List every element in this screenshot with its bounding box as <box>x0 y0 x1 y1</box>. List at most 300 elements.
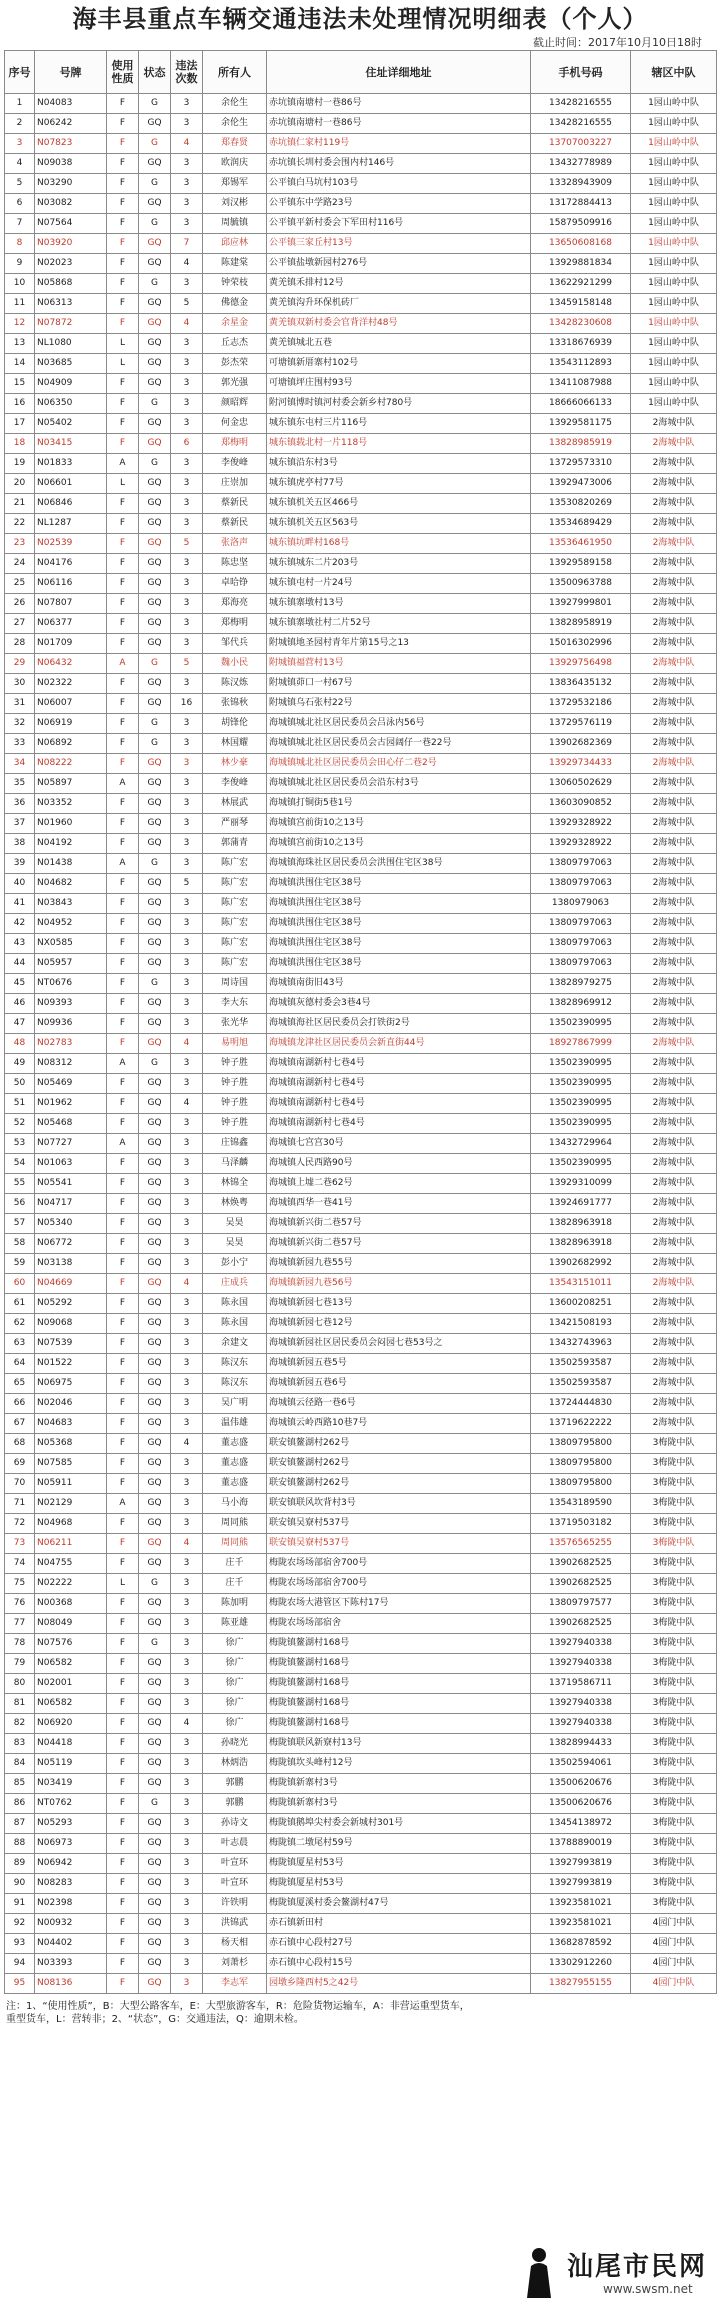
table-row <box>5 714 717 734</box>
cell-owner: 徐广 <box>203 1654 267 1674</box>
cell-phone: 15016302996 <box>531 634 631 654</box>
cell-owner: 郑梅明 <box>203 614 267 634</box>
cell-owner: 蔡新民 <box>203 494 267 514</box>
cell-usage: F <box>107 794 139 814</box>
cell-plate: N00368 <box>35 1594 107 1614</box>
cell-index: 81 <box>5 1694 35 1714</box>
cell-address: 公平镇白马坑村103号 <box>267 174 531 194</box>
cell-owner: 彭小宁 <box>203 1254 267 1274</box>
cell-count: 5 <box>171 534 203 554</box>
table-row <box>5 374 717 394</box>
cell-owner: 洪锦武 <box>203 1914 267 1934</box>
cell-index: 55 <box>5 1174 35 1194</box>
cell-plate: N05911 <box>35 1474 107 1494</box>
cell-index: 14 <box>5 354 35 374</box>
cell-owner: 钟子胜 <box>203 1114 267 1134</box>
header-usage: 使用性质 <box>107 51 139 94</box>
cell-plate: N06892 <box>35 734 107 754</box>
cell-owner: 李俊峰 <box>203 454 267 474</box>
cell-address: 海城镇洪围住宅区38号 <box>267 894 531 914</box>
cell-owner: 郭鹏 <box>203 1774 267 1794</box>
cell-plate: N04909 <box>35 374 107 394</box>
cell-address: 海城镇宫前街10之13号 <box>267 814 531 834</box>
header-address: 住址详细地址 <box>267 51 531 94</box>
cell-phone: 13828969912 <box>531 994 631 1014</box>
cell-count: 3 <box>171 1654 203 1674</box>
cell-usage: F <box>107 1514 139 1534</box>
cell-address: 城东镇城东二片203号 <box>267 554 531 574</box>
table-row <box>5 594 717 614</box>
cell-usage: F <box>107 1834 139 1854</box>
cell-count: 3 <box>171 1874 203 1894</box>
cell-owner: 李俊峰 <box>203 774 267 794</box>
cell-phone: 13809795800 <box>531 1454 631 1474</box>
cell-owner: 何金忠 <box>203 414 267 434</box>
cell-plate: N05402 <box>35 414 107 434</box>
cell-index: 46 <box>5 994 35 1014</box>
cell-plate: N03352 <box>35 794 107 814</box>
cell-count: 3 <box>171 1934 203 1954</box>
cell-plate: N05868 <box>35 274 107 294</box>
cell-phone: 13502594061 <box>531 1754 631 1774</box>
header-index: 序号 <box>5 51 35 94</box>
cell-plate: N01063 <box>35 1154 107 1174</box>
cell-count: 3 <box>171 394 203 414</box>
cell-address: 海城镇洪围住宅区38号 <box>267 934 531 954</box>
cell-count: 3 <box>171 854 203 874</box>
cell-index: 80 <box>5 1674 35 1694</box>
cell-usage: F <box>107 174 139 194</box>
cell-owner: 余星金 <box>203 314 267 334</box>
cell-address: 赤坑镇仁家村119号 <box>267 134 531 154</box>
cell-status: GQ <box>139 1374 171 1394</box>
cell-owner: 丘志杰 <box>203 334 267 354</box>
cell-status: GQ <box>139 1934 171 1954</box>
cell-index: 19 <box>5 454 35 474</box>
cell-plate: N04192 <box>35 834 107 854</box>
cell-phone: 13622921299 <box>531 274 631 294</box>
cell-address: 联安镇鳌湖村262号 <box>267 1434 531 1454</box>
cell-phone: 13060502629 <box>531 774 631 794</box>
cell-squad: 2海城中队 <box>631 1374 717 1394</box>
cell-squad: 3梅陇中队 <box>631 1754 717 1774</box>
cell-status: G <box>139 214 171 234</box>
cell-usage: F <box>107 1094 139 1114</box>
cell-plate: N02222 <box>35 1574 107 1594</box>
cell-address: 海城镇南湖新村七巷4号 <box>267 1094 531 1114</box>
cell-plate: N06242 <box>35 114 107 134</box>
cell-squad: 2海城中队 <box>631 1134 717 1154</box>
cell-phone: 13428216555 <box>531 114 631 134</box>
cell-owner: 陈广宏 <box>203 934 267 954</box>
cell-phone: 13543151011 <box>531 1274 631 1294</box>
cell-status: GQ <box>139 1074 171 1094</box>
cell-address: 联安镇吴寮村537号 <box>267 1534 531 1554</box>
cell-plate: N04083 <box>35 94 107 114</box>
cell-owner: 孙诗文 <box>203 1814 267 1834</box>
cell-phone: 13502390995 <box>531 1114 631 1134</box>
cell-count: 3 <box>171 1514 203 1534</box>
table-row <box>5 434 717 454</box>
cell-phone: 13828994433 <box>531 1734 631 1754</box>
cell-count: 4 <box>171 1434 203 1454</box>
cell-squad: 2海城中队 <box>631 654 717 674</box>
cell-status: G <box>139 174 171 194</box>
cell-squad: 4园门中队 <box>631 1914 717 1934</box>
table-row <box>5 1034 717 1054</box>
cell-status: GQ <box>139 1774 171 1794</box>
cell-count: 3 <box>171 1674 203 1694</box>
cell-phone: 13927940338 <box>531 1634 631 1654</box>
cell-plate: N02046 <box>35 1394 107 1414</box>
cell-count: 3 <box>171 1194 203 1214</box>
cell-count: 3 <box>171 1114 203 1134</box>
cell-index: 73 <box>5 1534 35 1554</box>
header-squad: 辖区中队 <box>631 51 717 94</box>
cell-address: 海城镇新兴街二巷57号 <box>267 1214 531 1234</box>
cell-address: 梅陇镇鳌湖村168号 <box>267 1714 531 1734</box>
cell-count: 3 <box>171 1554 203 1574</box>
cell-plate: N04683 <box>35 1414 107 1434</box>
cell-index: 45 <box>5 974 35 994</box>
cell-index: 37 <box>5 814 35 834</box>
cell-plate: N06919 <box>35 714 107 734</box>
cell-status: GQ <box>139 1534 171 1554</box>
table-row <box>5 1694 717 1714</box>
cell-plate: N07823 <box>35 134 107 154</box>
cell-count: 4 <box>171 254 203 274</box>
cell-plate: N03393 <box>35 1954 107 1974</box>
cell-owner: 温伟雄 <box>203 1414 267 1434</box>
cell-index: 40 <box>5 874 35 894</box>
cell-status: GQ <box>139 1434 171 1454</box>
table-row <box>5 634 717 654</box>
cell-phone: 13576565255 <box>531 1534 631 1554</box>
cell-phone: 13828963918 <box>531 1214 631 1234</box>
table-row <box>5 1194 717 1214</box>
table-row <box>5 1794 717 1814</box>
cell-index: 67 <box>5 1414 35 1434</box>
cell-status: GQ <box>139 1554 171 1574</box>
cell-count: 3 <box>171 754 203 774</box>
cell-index: 11 <box>5 294 35 314</box>
cell-status: GQ <box>139 154 171 174</box>
cell-status: GQ <box>139 814 171 834</box>
cell-address: 园墩乡隆西村5之42号 <box>267 1974 531 1994</box>
cell-address: 黄羌镇禾排村12号 <box>267 274 531 294</box>
cell-squad: 2海城中队 <box>631 754 717 774</box>
cell-usage: F <box>107 1074 139 1094</box>
cell-count: 3 <box>171 774 203 794</box>
cell-index: 82 <box>5 1714 35 1734</box>
cell-squad: 3梅陇中队 <box>631 1634 717 1654</box>
cell-squad: 3梅陇中队 <box>631 1834 717 1854</box>
cell-phone: 18927867999 <box>531 1034 631 1054</box>
cell-usage: F <box>107 1274 139 1294</box>
cell-usage: F <box>107 1194 139 1214</box>
cell-status: GQ <box>139 554 171 574</box>
cell-squad: 2海城中队 <box>631 1054 717 1074</box>
cell-owner: 郑锡军 <box>203 174 267 194</box>
cell-usage: F <box>107 874 139 894</box>
cell-address: 海城镇西华一巷41号 <box>267 1194 531 1214</box>
cell-count: 3 <box>171 214 203 234</box>
table-row <box>5 1274 717 1294</box>
cell-status: GQ <box>139 1694 171 1714</box>
table-row <box>5 854 717 874</box>
cell-address: 附城镇乌石张村22号 <box>267 694 531 714</box>
table-row <box>5 734 717 754</box>
table-row <box>5 574 717 594</box>
table-row <box>5 1354 717 1374</box>
cell-index: 60 <box>5 1274 35 1294</box>
cell-usage: F <box>107 1214 139 1234</box>
cell-usage: F <box>107 1034 139 1054</box>
cell-count: 3 <box>171 94 203 114</box>
cell-squad: 2海城中队 <box>631 414 717 434</box>
table-row <box>5 894 717 914</box>
cell-owner: 马小海 <box>203 1494 267 1514</box>
cell-phone: 13809797063 <box>531 854 631 874</box>
cell-plate: N08222 <box>35 754 107 774</box>
cell-status: GQ <box>139 794 171 814</box>
cell-usage: F <box>107 974 139 994</box>
site-watermark <box>517 2242 712 2304</box>
cell-count: 3 <box>171 1914 203 1934</box>
cell-owner: 钟子胜 <box>203 1074 267 1094</box>
table-row <box>5 534 717 554</box>
cell-count: 3 <box>171 1494 203 1514</box>
cell-phone: 13828963918 <box>531 1234 631 1254</box>
table-row <box>5 1334 717 1354</box>
cell-owner: 周毓镇 <box>203 214 267 234</box>
cell-index: 6 <box>5 194 35 214</box>
cell-usage: F <box>107 1714 139 1734</box>
cell-count: 3 <box>171 1474 203 1494</box>
cell-usage: F <box>107 1314 139 1334</box>
cell-status: GQ <box>139 874 171 894</box>
cell-plate: N07585 <box>35 1454 107 1474</box>
cell-usage: F <box>107 1614 139 1634</box>
cell-index: 29 <box>5 654 35 674</box>
cell-phone: 13707003227 <box>531 134 631 154</box>
cell-usage: F <box>107 614 139 634</box>
cell-squad: 1园山岭中队 <box>631 94 717 114</box>
cell-count: 3 <box>171 1074 203 1094</box>
cell-phone: 13902682525 <box>531 1554 631 1574</box>
table-row <box>5 954 717 974</box>
cell-usage: F <box>107 254 139 274</box>
cell-index: 7 <box>5 214 35 234</box>
cell-index: 90 <box>5 1874 35 1894</box>
cell-phone: 13902682525 <box>531 1574 631 1594</box>
cell-address: 梅陇镇厦溪村委会鳌湖村47号 <box>267 1894 531 1914</box>
cell-plate: N03082 <box>35 194 107 214</box>
cell-plate: N06582 <box>35 1694 107 1714</box>
cell-owner: 陈广宏 <box>203 874 267 894</box>
cell-index: 61 <box>5 1294 35 1314</box>
cell-plate: N06432 <box>35 654 107 674</box>
cell-owner: 刘萧杉 <box>203 1954 267 1974</box>
cell-index: 4 <box>5 154 35 174</box>
cell-plate: N05292 <box>35 1294 107 1314</box>
table-row <box>5 1554 717 1574</box>
cell-index: 34 <box>5 754 35 774</box>
cell-owner: 吴昊 <box>203 1234 267 1254</box>
cell-count: 3 <box>171 574 203 594</box>
cell-status: G <box>139 1054 171 1074</box>
cell-status: GQ <box>139 1454 171 1474</box>
cell-address: 公平镇平新村委会下军田村116号 <box>267 214 531 234</box>
cell-squad: 2海城中队 <box>631 1034 717 1054</box>
cell-phone: 13534689429 <box>531 514 631 534</box>
cell-count: 3 <box>171 1854 203 1874</box>
cell-count: 4 <box>171 1034 203 1054</box>
table-row <box>5 974 717 994</box>
cell-plate: N03290 <box>35 174 107 194</box>
table-row <box>5 1674 717 1694</box>
cell-address: 梅陇镇鹅埠尖村委会新城村301号 <box>267 1814 531 1834</box>
cell-plate: N05469 <box>35 1074 107 1094</box>
cell-address: 梅陇镇二墩尾村59号 <box>267 1834 531 1854</box>
cell-status: GQ <box>139 1094 171 1114</box>
cell-address: 公平镇盐墩新园村276号 <box>267 254 531 274</box>
cell-usage: F <box>107 754 139 774</box>
cell-status: G <box>139 734 171 754</box>
cell-status: GQ <box>139 934 171 954</box>
cell-squad: 2海城中队 <box>631 1394 717 1414</box>
cell-count: 3 <box>171 174 203 194</box>
cell-owner: 董志盛 <box>203 1454 267 1474</box>
cell-squad: 1园山岭中队 <box>631 354 717 374</box>
cell-usage: F <box>107 394 139 414</box>
cell-usage: F <box>107 894 139 914</box>
cell-plate: N06942 <box>35 1854 107 1874</box>
cell-status: G <box>139 1634 171 1654</box>
cell-owner: 庄成兵 <box>203 1274 267 1294</box>
cell-plate: N05368 <box>35 1434 107 1454</box>
cell-index: 38 <box>5 834 35 854</box>
cell-plate: N08049 <box>35 1614 107 1634</box>
cell-index: 35 <box>5 774 35 794</box>
cell-phone: 13828958919 <box>531 614 631 634</box>
cell-usage: F <box>107 714 139 734</box>
cell-status: G <box>139 1574 171 1594</box>
cell-phone: 13929310099 <box>531 1174 631 1194</box>
cell-squad: 2海城中队 <box>631 674 717 694</box>
cell-index: 15 <box>5 374 35 394</box>
cell-usage: L <box>107 334 139 354</box>
cell-squad: 3梅陇中队 <box>631 1734 717 1754</box>
watermark-title: 汕尾市民网 <box>567 2252 708 2282</box>
cell-plate: NT0676 <box>35 974 107 994</box>
cell-index: 13 <box>5 334 35 354</box>
cell-status: GQ <box>139 634 171 654</box>
cell-squad: 2海城中队 <box>631 1154 717 1174</box>
cell-owner: 邱应林 <box>203 234 267 254</box>
cell-address: 可塘镇新厝寨村102号 <box>267 354 531 374</box>
table-row <box>5 314 717 334</box>
cell-index: 68 <box>5 1434 35 1454</box>
table-row <box>5 1434 717 1454</box>
cell-index: 49 <box>5 1054 35 1074</box>
cell-owner: 叶宣环 <box>203 1874 267 1894</box>
cell-index: 64 <box>5 1354 35 1374</box>
cell-phone: 18666066133 <box>531 394 631 414</box>
table-row <box>5 174 717 194</box>
cell-index: 32 <box>5 714 35 734</box>
cell-status: GQ <box>139 1334 171 1354</box>
cell-status: G <box>139 274 171 294</box>
cell-owner: 吴昊 <box>203 1214 267 1234</box>
cell-usage: F <box>107 1654 139 1674</box>
cell-phone: 13828979275 <box>531 974 631 994</box>
table-row <box>5 134 717 154</box>
cell-status: G <box>139 714 171 734</box>
cell-phone: 13543112893 <box>531 354 631 374</box>
cell-index: 77 <box>5 1614 35 1634</box>
cell-phone: 13902682525 <box>531 1614 631 1634</box>
cell-owner: 颜昭辉 <box>203 394 267 414</box>
cell-owner: 庄千 <box>203 1574 267 1594</box>
cell-squad: 3梅陇中队 <box>631 1694 717 1714</box>
cell-plate: N03843 <box>35 894 107 914</box>
table-body <box>5 94 717 1994</box>
cell-squad: 2海城中队 <box>631 514 717 534</box>
cell-address: 海城镇新园五巷5号 <box>267 1354 531 1374</box>
cell-usage: F <box>107 114 139 134</box>
cell-phone: 13927993819 <box>531 1854 631 1874</box>
cell-usage: F <box>107 1914 139 1934</box>
cell-phone: 13827955155 <box>531 1974 631 1994</box>
cell-phone: 13172884413 <box>531 194 631 214</box>
cell-phone: 13682878592 <box>531 1934 631 1954</box>
cell-status: GQ <box>139 1854 171 1874</box>
table-row <box>5 1054 717 1074</box>
cell-count: 3 <box>171 834 203 854</box>
cell-plate: N04968 <box>35 1514 107 1534</box>
cell-usage: F <box>107 1594 139 1614</box>
cell-count: 3 <box>171 494 203 514</box>
cell-count: 3 <box>171 154 203 174</box>
cell-count: 3 <box>171 514 203 534</box>
cell-count: 3 <box>171 1254 203 1274</box>
cell-status: GQ <box>139 994 171 1014</box>
cell-plate: NT0762 <box>35 1794 107 1814</box>
cell-plate: N06350 <box>35 394 107 414</box>
deadline-text: 截止时间：2017年10月10日18时 <box>533 36 702 49</box>
cell-phone: 13724444830 <box>531 1394 631 1414</box>
table-row <box>5 354 717 374</box>
table-row <box>5 114 717 134</box>
cell-index: 30 <box>5 674 35 694</box>
cell-usage: F <box>107 414 139 434</box>
cell-address: 海城镇新园九巷56号 <box>267 1274 531 1294</box>
cell-plate: N02129 <box>35 1494 107 1514</box>
table-row <box>5 1614 717 1634</box>
cell-squad: 3梅陇中队 <box>631 1814 717 1834</box>
header-plate: 号牌 <box>35 51 107 94</box>
cell-count: 3 <box>171 554 203 574</box>
cell-address: 赤石镇中心段村15号 <box>267 1954 531 1974</box>
cell-index: 58 <box>5 1234 35 1254</box>
cell-phone: 13502390995 <box>531 1154 631 1174</box>
cell-plate: N01438 <box>35 854 107 874</box>
cell-index: 65 <box>5 1374 35 1394</box>
cell-squad: 2海城中队 <box>631 454 717 474</box>
cell-phone: 13536461950 <box>531 534 631 554</box>
silhouette-logo-icon <box>521 2246 557 2298</box>
